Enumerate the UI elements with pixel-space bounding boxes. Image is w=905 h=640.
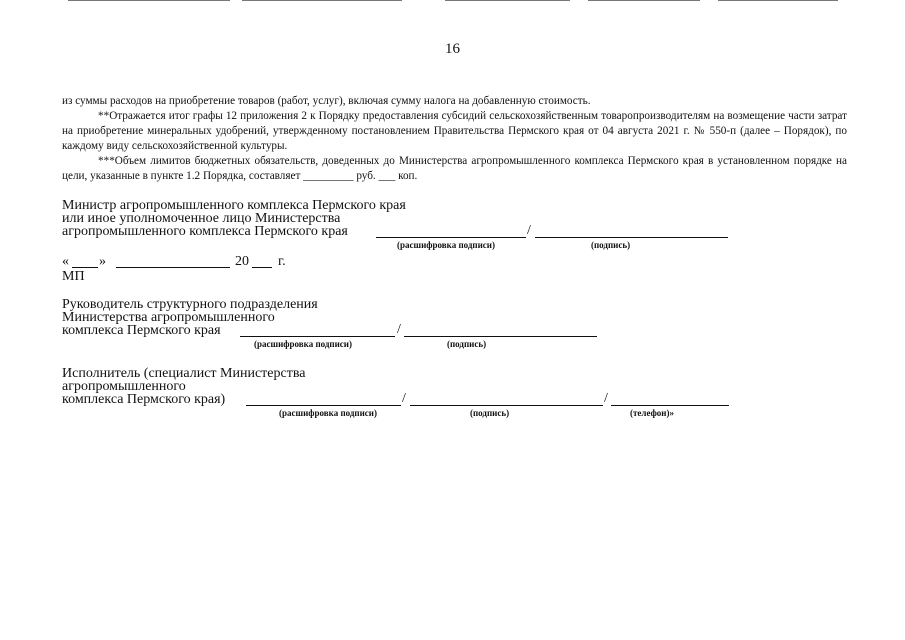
executor-sign-hint: (подпись) — [470, 408, 510, 418]
footnote-triple-star: ***Объем лимитов бюджетных обязательств, доведенных до Министерства агропромышленного комплекса Пермского края в установленном порядке на цели, указанные в пункте 1.2 Порядка, составляет _________ руб. ___ коп. — [62, 155, 847, 182]
date-day-line[interactable] — [72, 267, 98, 268]
minister-name-line[interactable] — [376, 237, 526, 238]
head-separator: / — [397, 322, 401, 337]
executor-signature-line[interactable] — [410, 405, 603, 406]
minister-separator: / — [527, 223, 531, 238]
page-number: 16 — [445, 41, 460, 57]
executor-title-line2: агропромышленного — [62, 379, 186, 394]
minister-signature-line[interactable] — [535, 237, 728, 238]
top-rule-3 — [445, 0, 570, 1]
head-title-line1: Руководитель структурного подразделения — [62, 297, 318, 312]
date-open-quote: « — [62, 254, 69, 269]
date-year-suffix: г. — [278, 254, 286, 269]
top-rule-4 — [588, 0, 700, 1]
executor-name-hint: (расшифровка подписи) — [279, 408, 377, 418]
footnote-continuation: из суммы расходов на приобретение товаров (работ, услуг), включая сумму налога на добавленную стоимость. — [62, 95, 591, 107]
executor-separator-2: / — [604, 391, 608, 406]
executor-phone-hint: (телефон)» — [630, 408, 674, 418]
head-name-hint: (расшифровка подписи) — [254, 339, 352, 349]
date-year-prefix: 20 — [235, 254, 249, 269]
footnote-double-star: **Отражается итог графы 12 приложения 2 к Порядку предоставления субсидий сельскохозяйственным товаропроизводителям на возмещение части затрат на приобретение минеральных удобрений, утвержденному постановлением Правительства Пермского края от 04 августа 2021 г. № 550-п (далее – Порядок), по каждому виду сельскохозяйственной культуры. — [62, 110, 847, 152]
minister-title-line3: агропромышленного комплекса Пермского края — [62, 224, 348, 239]
head-title-line3: комплекса Пермского края — [62, 323, 221, 338]
date-close-quote: » — [99, 254, 106, 269]
head-title-line2: Министерства агропромышленного — [62, 310, 275, 325]
top-rule-2 — [242, 0, 402, 1]
minister-name-hint: (расшифровка подписи) — [397, 240, 495, 250]
head-signature-line[interactable] — [404, 336, 597, 337]
head-name-line[interactable] — [240, 336, 395, 337]
minister-title-line1: Министр агропромышленного комплекса Пермского края — [62, 198, 406, 213]
top-rule-1 — [68, 0, 230, 1]
minister-title-line2: или иное уполномоченное лицо Министерства — [62, 211, 341, 226]
date-year-line[interactable] — [252, 267, 272, 268]
top-rule-5 — [718, 0, 838, 1]
executor-name-line[interactable] — [246, 405, 401, 406]
stamp-placeholder: МП — [62, 269, 85, 284]
executor-phone-line[interactable] — [611, 405, 729, 406]
head-sign-hint: (подпись) — [447, 339, 487, 349]
minister-sign-hint: (подпись) — [591, 240, 631, 250]
executor-title-line3: комплекса Пермского края) — [62, 392, 226, 407]
executor-separator-1: / — [402, 391, 406, 406]
executor-title-line1: Исполнитель (специалист Министерства — [62, 366, 306, 381]
date-month-line[interactable] — [116, 267, 230, 268]
